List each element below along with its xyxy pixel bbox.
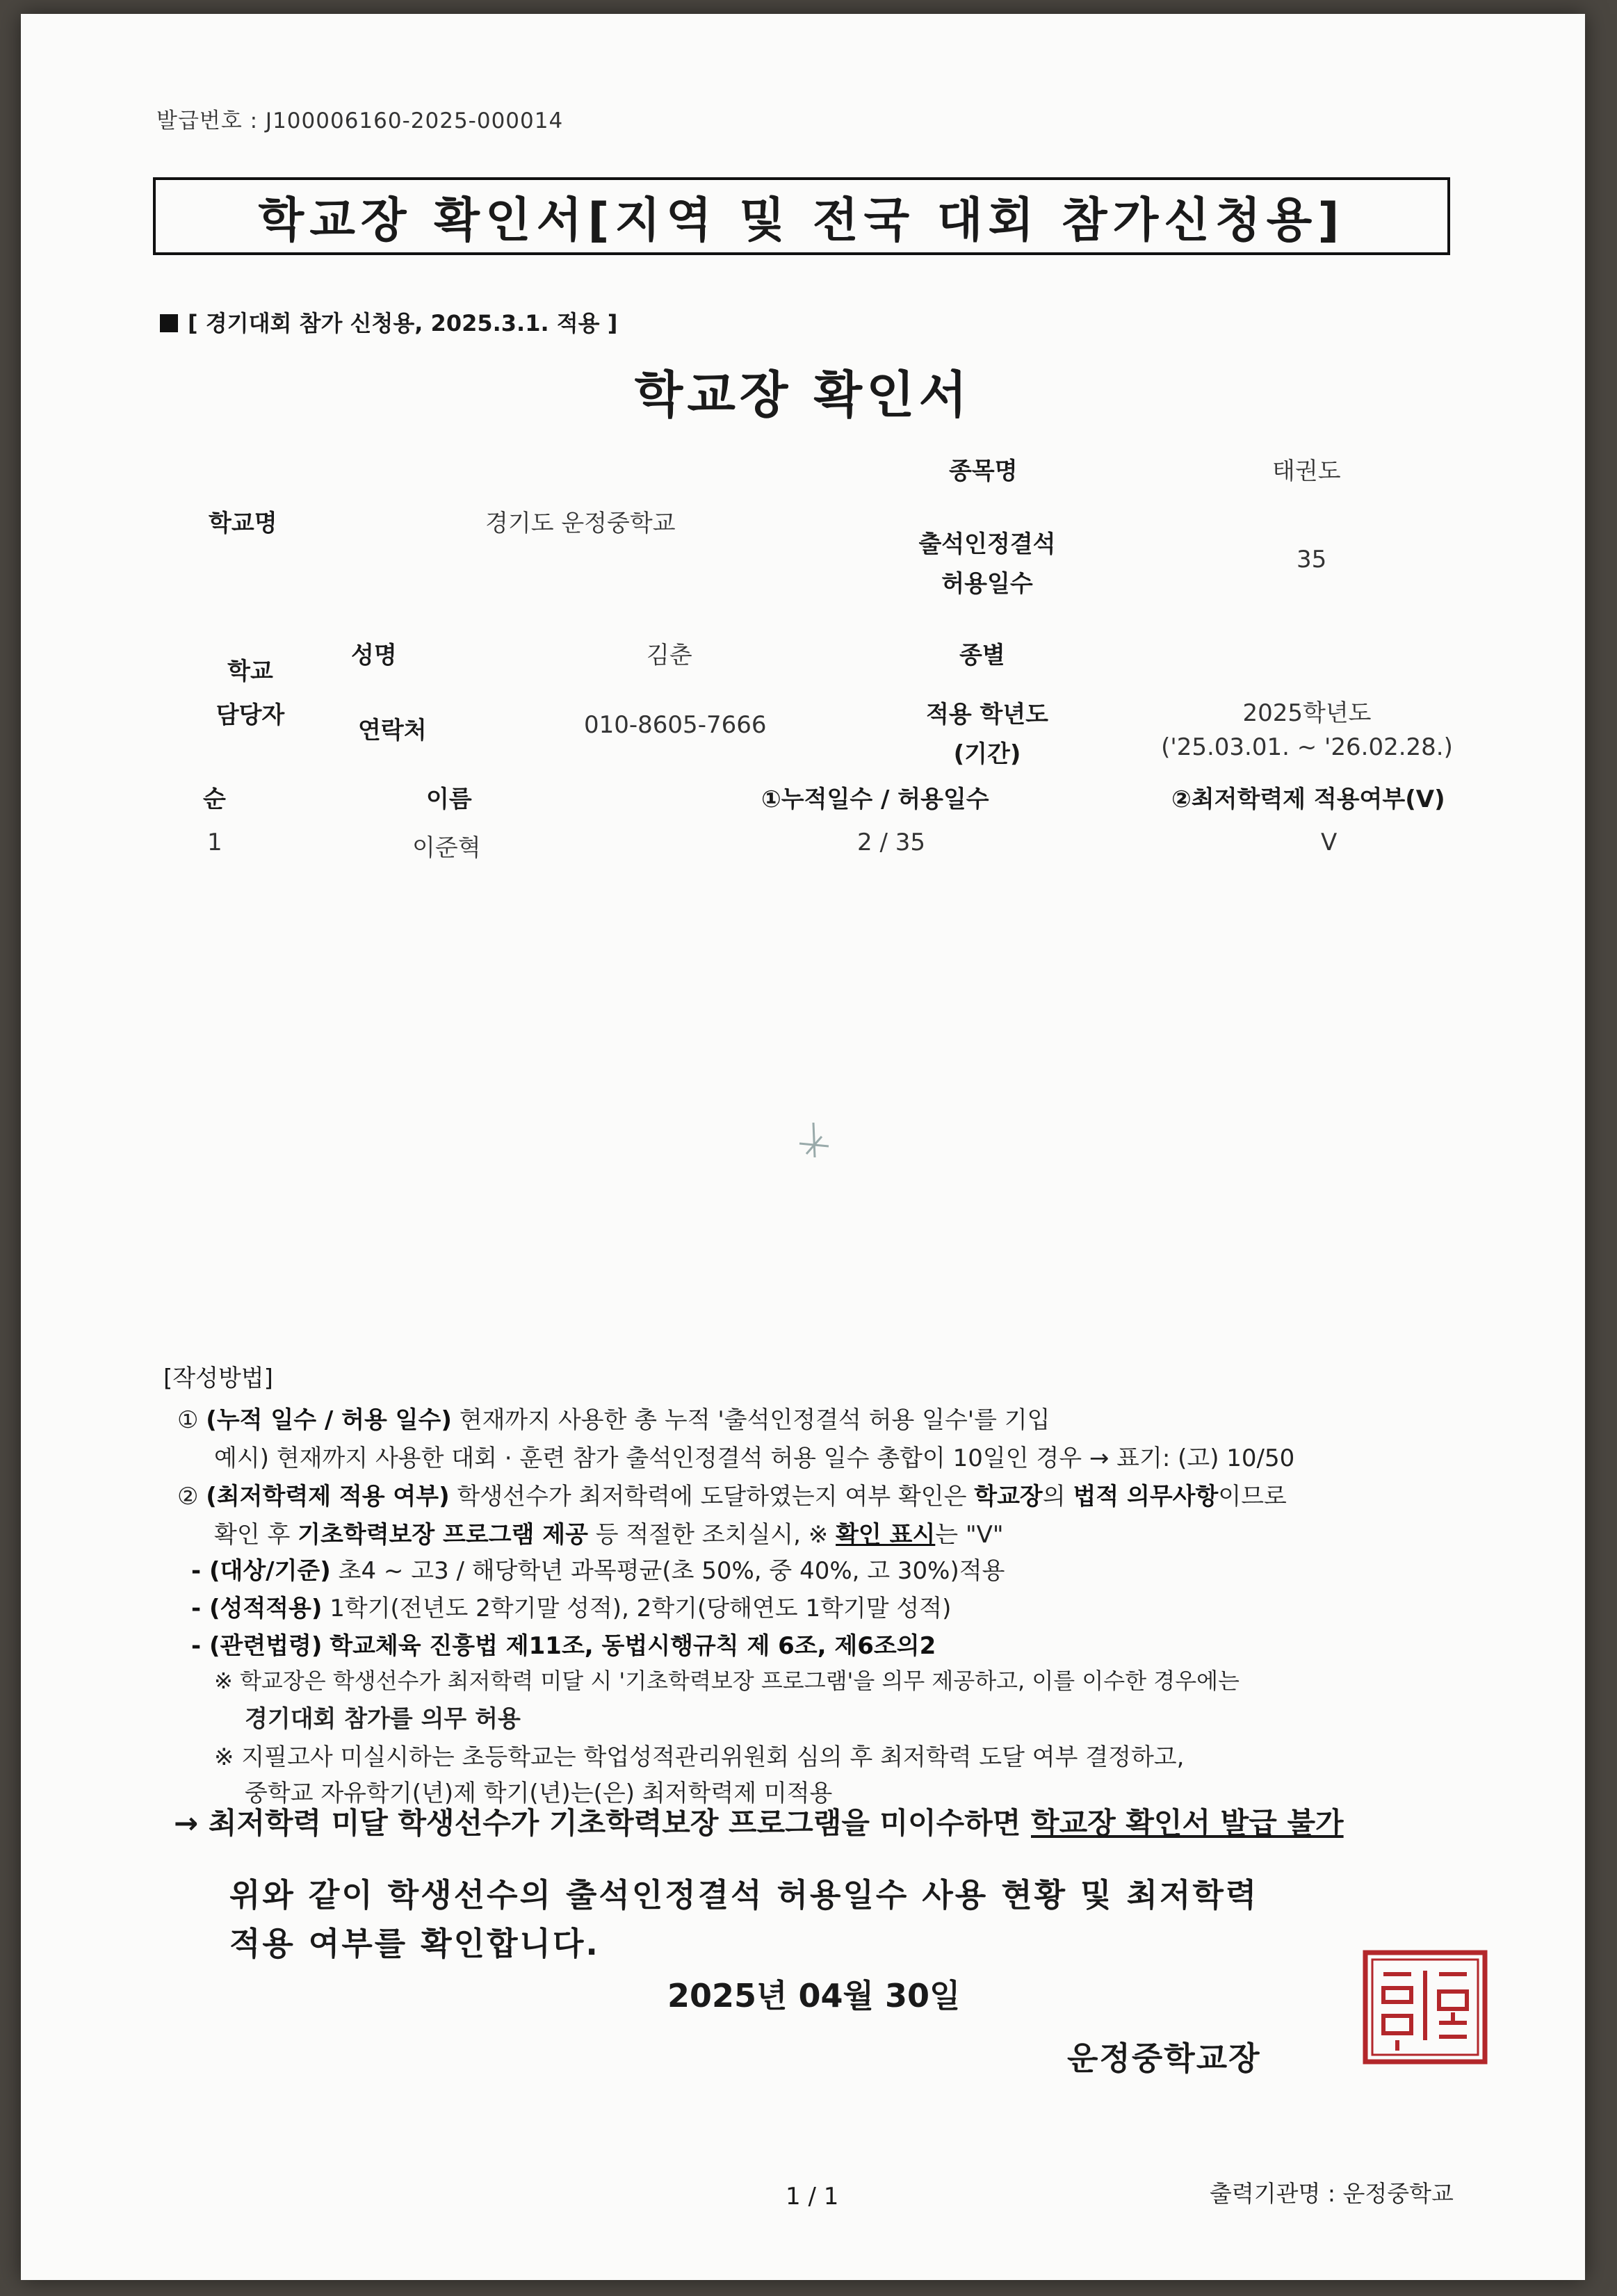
notes-title: [작성방법]: [163, 1365, 273, 1392]
row-name: 이준혁: [412, 834, 481, 862]
confirmation-line-1: 위와 같이 학생선수의 출석인정결석 허용일수 사용 현황 및 최저학력: [229, 1876, 1259, 1914]
name-value: 김춘: [647, 642, 692, 669]
allowed-days-value: 35: [1297, 546, 1327, 573]
warning-line: → 최저학력 미달 학생선수가 기초학력보장 프로그램을 미이수하면 학교장 확인서 발급 불가: [174, 1806, 1344, 1840]
sub-note-1-line-1: ※ 학교장은 학생선수가 최저학력 미달 시 '기초학력보장 프로그램'을 의무 제공하고, 이를 이수한 경우에는: [214, 1668, 1240, 1694]
sub-note-2-line-2: 중학교 자유학기(년)제 학기(년)는(은) 최저학력제 미적용: [245, 1780, 833, 1807]
section-tag: [160, 306, 617, 338]
document-subtitle: 학교장 확인서: [634, 366, 972, 424]
row-days: 2 / 35: [857, 829, 925, 856]
school-name-value: 경기도 운정중학교: [485, 510, 676, 537]
issue-date: 2025년 04월 30일: [667, 1977, 961, 2014]
output-organization: 출력기관명 : 운정중학교: [1210, 2180, 1454, 2207]
row-no: 1: [207, 829, 222, 856]
square-bullet-icon: [160, 314, 178, 332]
note-1-example: 예시) 현재까지 사용한 대회 · 훈련 참가 출석인정결석 허용 일수 총합이 10일인 경우 → 표기: (고) 10/50: [214, 1444, 1295, 1472]
event-value: 태권도: [1272, 457, 1341, 485]
sub-note-2-line-1: ※ 지필고사 미실시하는 초등학교는 학업성적관리위원회 심의 후 최저학력 도달 여부 결정하고,: [214, 1743, 1185, 1771]
sub-note-1-line-2: 경기대회 참가를 의무 허용: [245, 1705, 521, 1733]
issue-number: 발급번호 : J100006160-2025-000014: [156, 108, 564, 133]
col-header-min-academic: ②최저학력제 적용여부(V): [1171, 785, 1445, 813]
main-title-box: [153, 177, 1450, 255]
detail-law: - (관련법령) 학교체육 진흥법 제11조, 동법시행규칙 제 6조, 제6조의2: [191, 1632, 936, 1660]
confirmation-line-2: 적용 여부를 확인합니다.: [229, 1925, 600, 1962]
category-label: 종별: [959, 642, 1005, 669]
note-2: ② (최저학력제 적용 여부) 학생선수가 최저학력에 도달하였는지 여부 확인은 학교장의 법적 의무사항이므로: [177, 1483, 1287, 1511]
event-label: 종목명: [949, 457, 1018, 485]
principal-title: 운정중학교장: [1067, 2039, 1261, 2077]
pen-mark-icon: [786, 1116, 841, 1171]
col-header-name: 이름: [426, 785, 472, 813]
document-sheet: [21, 14, 1585, 2280]
allowed-days-label: 출석인정결석 허용일수: [918, 530, 1056, 598]
principal-seal-icon: [1363, 1950, 1488, 2065]
note-1: ① (누적 일수 / 허용 일수) 현재까지 사용한 총 누적 '출석인정결석 허용 일수'를 기입: [177, 1406, 1050, 1434]
name-label: 성명: [351, 642, 397, 669]
year-label: 적용 학년도 (기간): [925, 701, 1049, 768]
row-applied: V: [1321, 829, 1338, 856]
school-name-label: 학교명: [209, 510, 277, 537]
col-header-no: 순: [203, 785, 226, 813]
contact-label: 연락처: [358, 717, 427, 744]
year-value: 2025학년도 ('25.03.01. ~ '26.02.28.): [1161, 699, 1453, 761]
col-header-days: ①누적일수 / 허용일수: [761, 785, 989, 813]
contact-value: 010-8605-7666: [584, 711, 767, 739]
detail-target: - (대상/기준) 초4 ~ 고3 / 해당학년 과목평균(초 50%, 중 40%, 고 30%)적용: [191, 1557, 1005, 1585]
main-title: 학교장 확인서[지역 및 전국 대회 참가신청용]: [258, 193, 1345, 248]
page-number: 1 / 1: [786, 2183, 839, 2210]
detail-grade: - (성적적용) 1학기(전년도 2학기말 성적), 2학기(당해연도 1학기말 성적): [191, 1595, 952, 1622]
manager-label: 학교 담당자: [216, 658, 285, 729]
note-2-line-2: 확인 후 기초학력보장 프로그램 제공 등 적절한 조치실시, ※ 확인 표시는 "V": [214, 1521, 1004, 1549]
section-tag-text: [ 경기대회 참가 신청용, 2025.3.1. 적용 ]: [188, 310, 618, 336]
